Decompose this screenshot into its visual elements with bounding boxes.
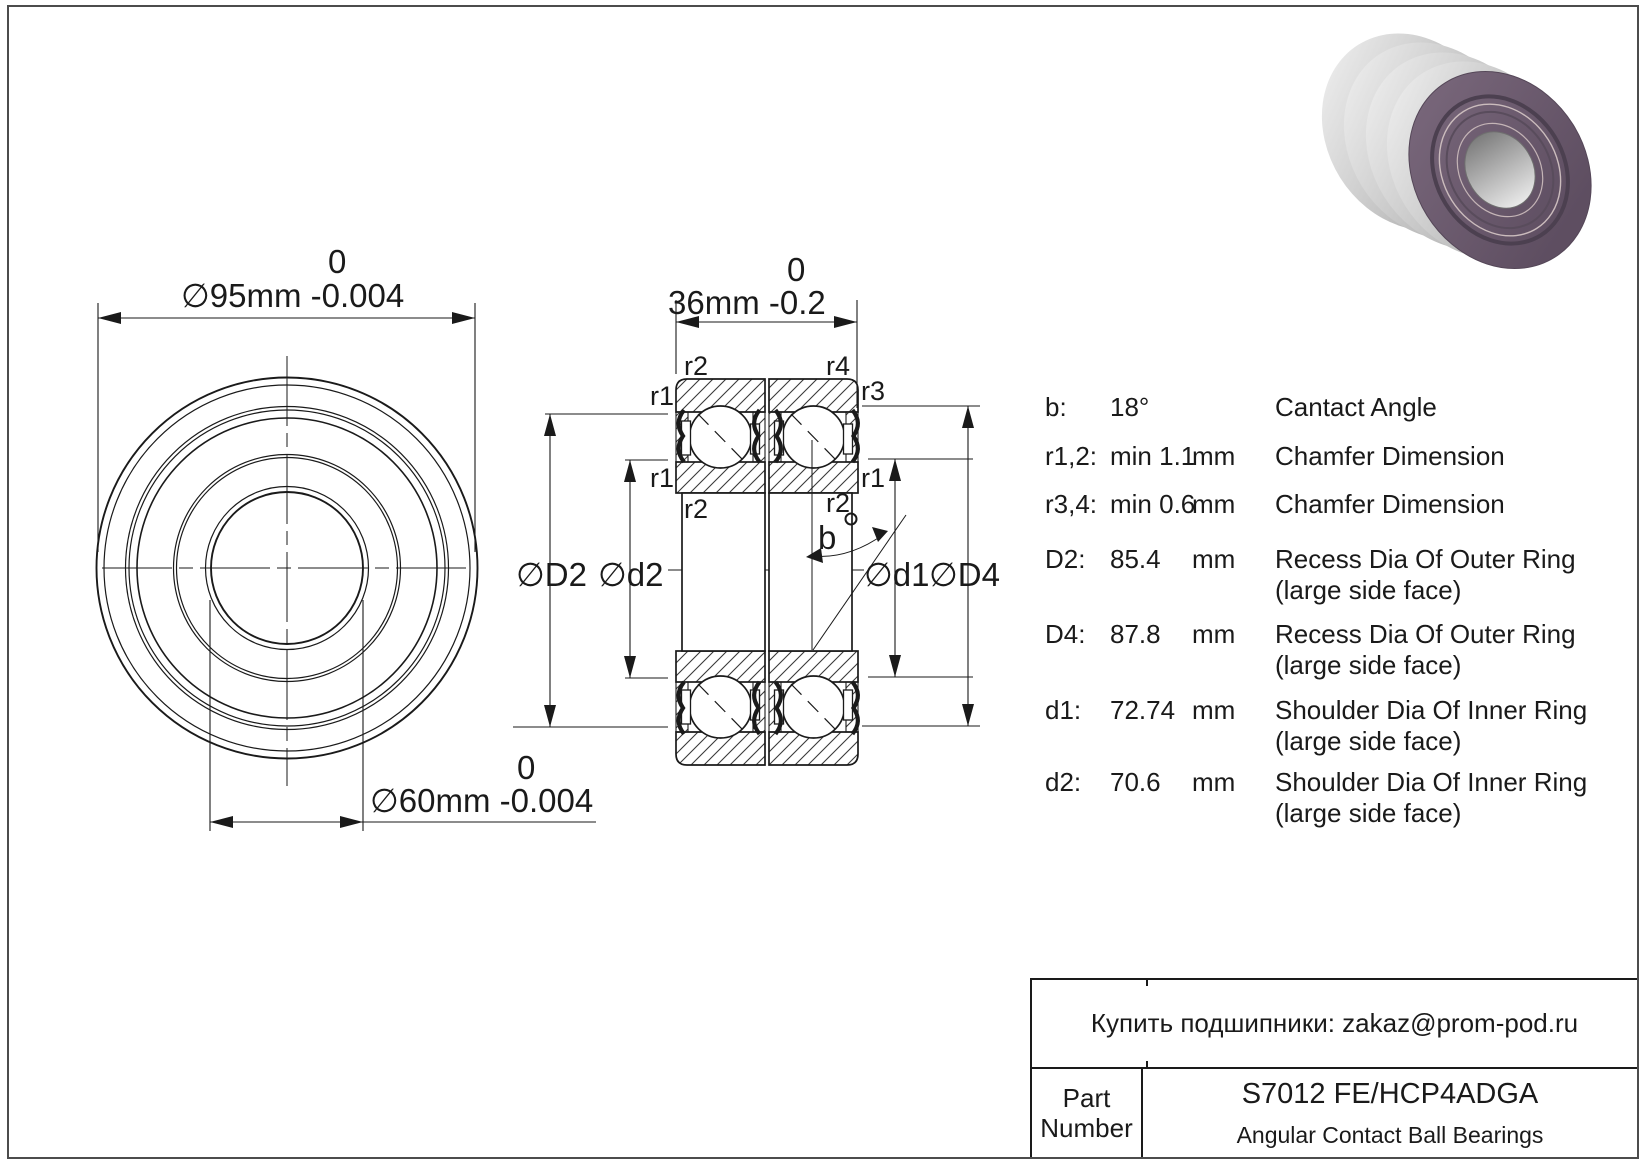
spec-desc: Shoulder Dia Of Inner Ring (large side face): [1275, 767, 1588, 828]
part-label-line1: Part: [1062, 1083, 1111, 1113]
label-r4-top-right: r4: [826, 351, 851, 381]
width-dimension-text: 36mm -0.2: [668, 284, 826, 321]
dia-D2-label: ∅D2: [516, 556, 587, 593]
label-r2-right-lower: r2: [826, 488, 851, 518]
spec-desc: Recess Dia Of Outer Ring (large side face): [1275, 619, 1576, 680]
spec-unit: mm: [1192, 695, 1236, 725]
spec-key: D2:: [1045, 544, 1086, 574]
label-r1-right-lower: r1: [861, 463, 886, 493]
spec-desc: Shoulder Dia Of Inner Ring (large side face): [1275, 695, 1588, 756]
spec-unit: mm: [1192, 619, 1236, 649]
spec-key: d2:: [1045, 767, 1082, 797]
spec-desc: Chamfer Dimension: [1275, 441, 1505, 471]
part-number-value: S7012 FE/HCP4ADGA: [1241, 1078, 1539, 1110]
dia-D4-label: ∅D4: [929, 556, 1000, 593]
dia-d2-label: ∅d2: [598, 556, 664, 593]
bore-tolerance-upper: 0: [517, 749, 536, 786]
label-r1-left-lower: r1: [650, 463, 675, 493]
drawing-border-frame: [7, 5, 1639, 1159]
bearing-type: Angular Contact Ball Bearings: [1236, 1122, 1544, 1148]
spec-key: r3,4:: [1045, 489, 1098, 519]
label-r3-right-upper: r3: [861, 376, 886, 406]
dia-d1-label: ∅d1: [864, 556, 930, 593]
label-r1-left-upper: r1: [650, 381, 675, 411]
spec-value: min 1.1: [1110, 441, 1196, 471]
spec-value: 70.6: [1110, 767, 1161, 797]
label-r2-top-left: r2: [684, 351, 709, 381]
width-tolerance-upper: 0: [787, 251, 806, 288]
spec-unit: mm: [1192, 441, 1236, 471]
spec-key: d1:: [1045, 695, 1082, 725]
spec-value: 87.8: [1110, 619, 1161, 649]
spec-key: r1,2:: [1045, 441, 1098, 471]
spec-value: 85.4: [1110, 544, 1161, 574]
spec-unit: mm: [1192, 767, 1236, 797]
spec-desc: Recess Dia Of Outer Ring (large side face): [1275, 544, 1576, 605]
spec-unit: mm: [1192, 544, 1236, 574]
spec-value: 72.74: [1110, 695, 1176, 725]
spec-value: 18°: [1110, 392, 1150, 422]
spec-key: D4:: [1045, 619, 1086, 649]
label-contact-angle-b: b: [818, 519, 837, 556]
spec-desc: Chamfer Dimension: [1275, 489, 1505, 519]
od-dimension-text: ∅95mm -0.004: [181, 277, 405, 314]
od-tolerance-upper: 0: [328, 243, 347, 280]
spec-unit: mm: [1192, 489, 1236, 519]
contact-text: Купить подшипники: zakaz@prom-pod.ru: [1090, 1008, 1579, 1038]
part-label-line2: Number: [1040, 1113, 1133, 1143]
bore-dimension-text: ∅60mm -0.004: [370, 782, 594, 819]
spec-value: min 0.6: [1110, 489, 1196, 519]
spec-desc: Cantact Angle: [1275, 392, 1437, 422]
spec-key: b:: [1045, 392, 1067, 422]
label-r2-left-lower: r2: [684, 494, 709, 524]
